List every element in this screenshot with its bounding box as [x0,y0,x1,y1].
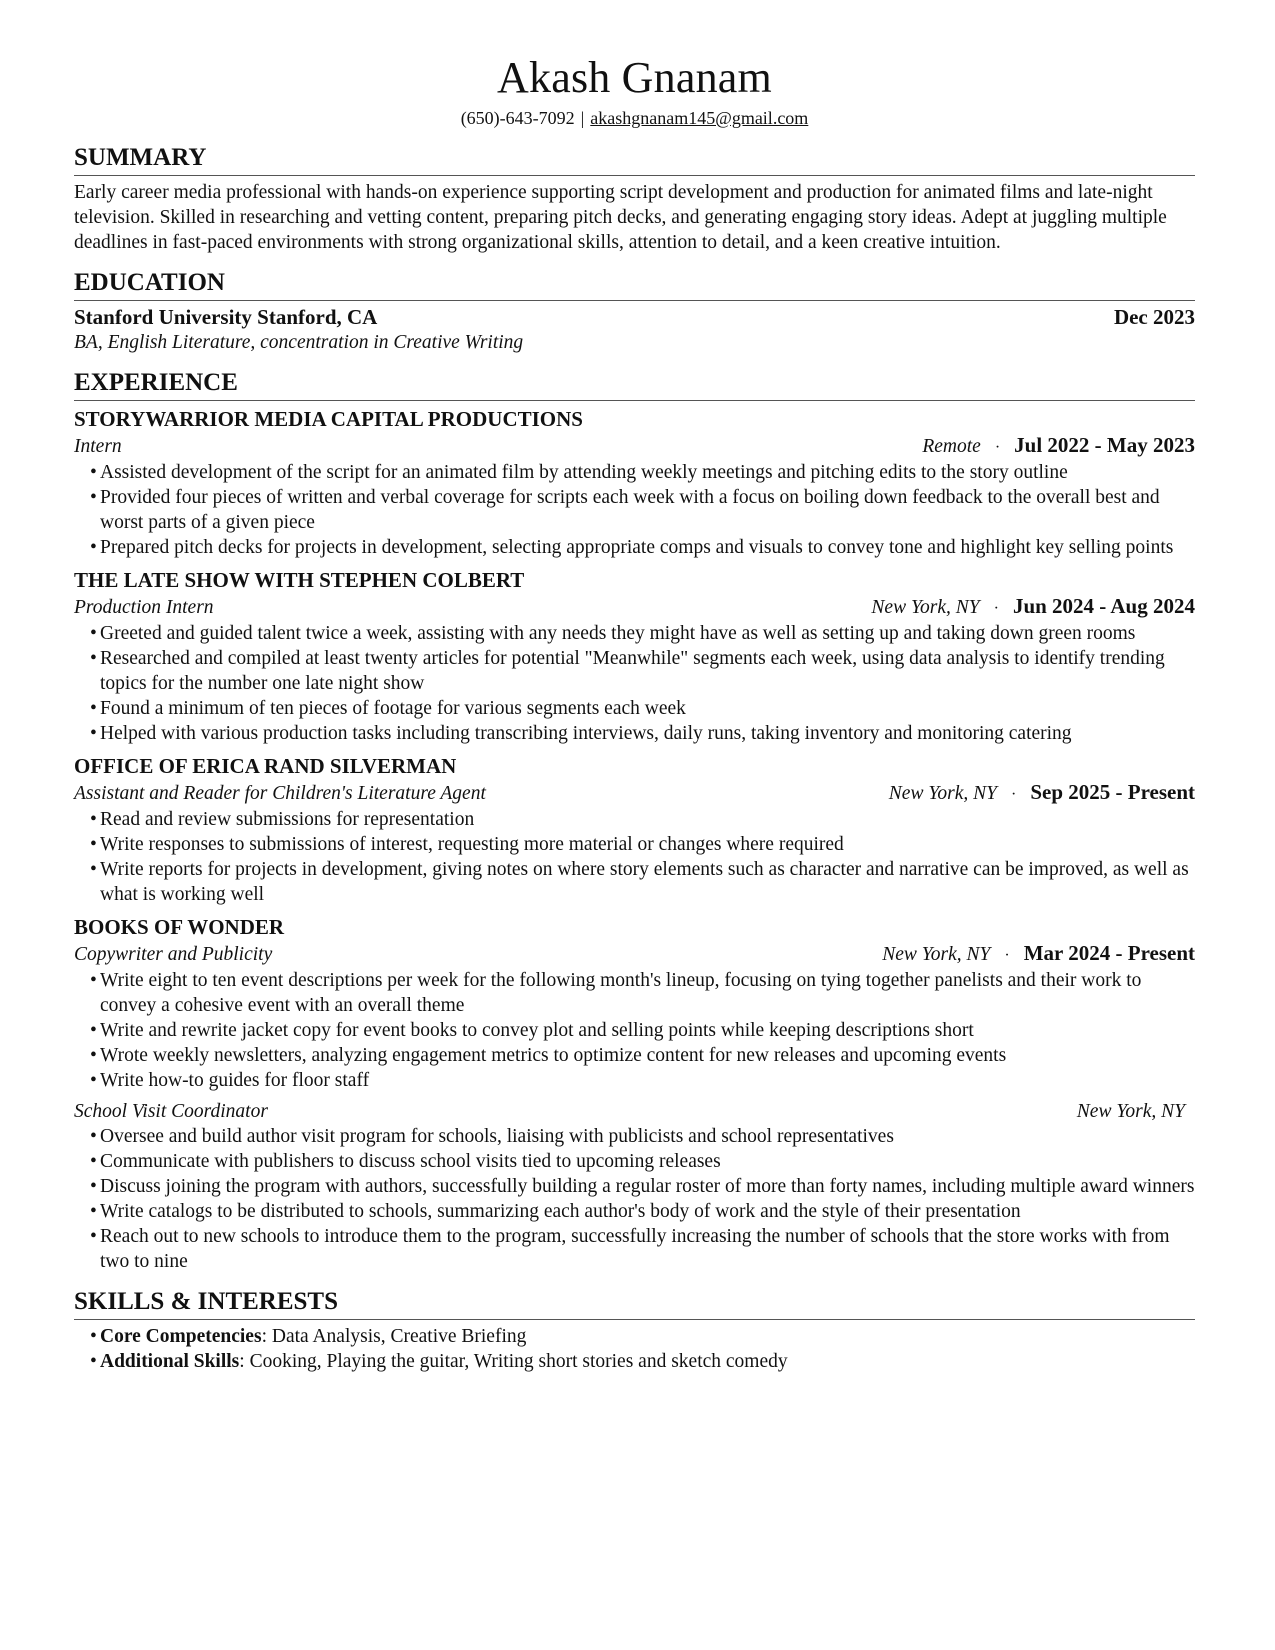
graduation-date: Dec 2023 [1113,305,1195,329]
job-role: Production Intern [74,597,214,618]
list-item: • Found a minimum of ten pieces of footage for various segments each week [90,696,1195,721]
job-location: New York, NY [871,597,980,618]
job-location-dates [871,594,1195,621]
job-location-dates [889,780,1195,807]
list-item: • Assisted development of the script for an animated film by attending weekly meetings and pitching edits to the story outline [90,460,1195,485]
meta-dot: · [993,600,999,617]
job-location-dates [1077,1099,1195,1124]
list-item: • Write catalogs to be distributed to schools, summarizing each author's body of work and the style of their presentation [90,1199,1195,1224]
job-entry [74,405,1195,560]
company-name: THE LATE SHOW WITH STEPHEN COLBERT [74,568,525,592]
job-location: Remote [922,436,981,457]
skill-label: Additional Skills [100,1351,240,1372]
list-item: • Prepared pitch decks for projects in development, selecting appropriate comps and visuals to convey tone and highlight key selling points [90,535,1195,560]
list-item: • Reach out to new schools to introduce them to the program, successfully increasing the number of schools that the store works with from two to nine [90,1224,1195,1274]
list-item [90,1349,1195,1374]
degree-row [74,330,1195,355]
list-item: • Greeted and guided talent twice a week, assisting with any needs they might have as well as setting up and taking down green rooms [90,621,1195,646]
experience-heading: EXPERIENCE [74,367,1195,401]
degree: BA, English Literature, concentration in Creative Writing [74,332,524,353]
list-item: • Wrote weekly newsletters, analyzing engagement metrics to optimize content for new releases and upcoming events [90,1043,1195,1068]
education-section [74,267,1195,355]
job-location: New York, NY [1076,1101,1185,1122]
company-name: OFFICE OF ERICA RAND SILVERMAN [74,754,457,778]
contact-separator: | [580,108,585,128]
summary-text: Early career media professional with hands-on experience supporting script development and production for animated films and late-night television. Skilled in researching and vetting content, preparing pitch decks, and generating engaging story ideas. Adept at juggling multiple deadlines in fast-paced environments with strong organizational skills, attention to detail, and a keen creative intuition. [74,182,1167,253]
education-heading: EDUCATION [74,267,1195,301]
list-item: • Researched and compiled at least twenty articles for potential "Meanwhile" segments each week, using data analysis to identify trending topics for the number one late night show [90,646,1195,696]
job-dates: Sep 2025 - Present [1030,780,1195,804]
job-bullets [74,968,1195,1093]
list-item: • Read and review submissions for representation [90,807,1195,832]
education-row [74,305,1195,330]
job-dates: Jun 2024 - Aug 2024 [1012,594,1195,618]
list-item: • Write eight to ten event descriptions per week for the following month's lineup, focusing on tying together panelists and their work to convey a cohesive event with an overall theme [90,968,1195,1018]
email-link[interactable]: akashgnanam145@gmail.com [590,108,809,128]
job-dates: Jul 2022 - May 2023 [1014,433,1195,457]
list-item: • Provided four pieces of written and verbal coverage for scripts each week with a focus on boiling down feedback to the overall best and worst parts of a given piece [90,485,1195,535]
meta-dot: · [1004,947,1010,964]
job-entry [74,566,1195,746]
list-item: • Write how-to guides for floor staff [90,1068,1195,1093]
list-item: • Write reports for projects in development, giving notes on where story elements such as character and narrative can be improved, as well as what is working well [90,857,1195,907]
skills-heading: SKILLS & INTERESTS [74,1286,1195,1320]
job-meta-row [74,594,1195,621]
job-bullets [74,621,1195,746]
experience-section [74,367,1195,1274]
job-role: School Visit Coordinator [74,1101,268,1122]
meta-dot: · [994,439,1001,456]
list-item: • Helped with various production tasks including transcribing interviews, daily runs, taking inventory and monitoring catering [90,721,1195,746]
candidate-name: Akash Gnanam [497,53,772,102]
job-location-dates [882,941,1195,968]
job-location: New York, NY [888,783,997,804]
summary-section [74,142,1195,255]
list-item: • Oversee and build author visit program for schools, liaising with publicists and school representatives [90,1124,1195,1149]
skills-list [74,1324,1195,1374]
contact-line [74,106,1195,130]
job-meta-row [74,1099,1195,1124]
job-role: Copywriter and Publicity [74,944,273,965]
job-bullets [74,460,1195,560]
summary-heading: SUMMARY [74,142,1195,176]
job-entry [74,913,1195,1274]
job-bullets [74,807,1195,907]
list-item [90,1324,1195,1349]
list-item: • Communicate with publishers to discuss school visits tied to upcoming releases [90,1149,1195,1174]
job-role: Assistant and Reader for Children's Literature Agent [74,783,486,804]
job-location-dates [922,433,1195,460]
job-dates: Mar 2024 - Present [1023,941,1195,965]
company-name: BOOKS OF WONDER [74,915,285,939]
meta-dot: · [1010,786,1017,803]
list-item: • Write and rewrite jacket copy for event books to convey plot and selling points while keeping descriptions short [90,1018,1195,1043]
job-bullets [74,1124,1195,1274]
skill-value: : Data Analysis, Creative Briefing [261,1326,527,1347]
list-item: • Write responses to submissions of interest, requesting more material or changes where required [90,832,1195,857]
job-location: New York, NY [882,944,991,965]
skill-label: Core Competencies [100,1326,262,1347]
job-meta-row [74,433,1195,460]
job-entry [74,752,1195,907]
skill-value: : Cooking, Playing the guitar, Writing short stories and sketch comedy [239,1351,788,1372]
company-name: STORYWARRIOR MEDIA CAPITAL PRODUCTIONS [74,407,583,431]
phone-number: (650)-643-7092 [460,108,575,128]
list-item: • Discuss joining the program with authors, successfully building a regular roster of more than forty names, including multiple award winners [90,1174,1195,1199]
job-role: Intern [74,436,122,457]
job-meta-row [74,780,1195,807]
skills-section [74,1286,1195,1374]
school-name: Stanford University Stanford, CA [74,305,378,329]
job-meta-row [74,941,1195,968]
